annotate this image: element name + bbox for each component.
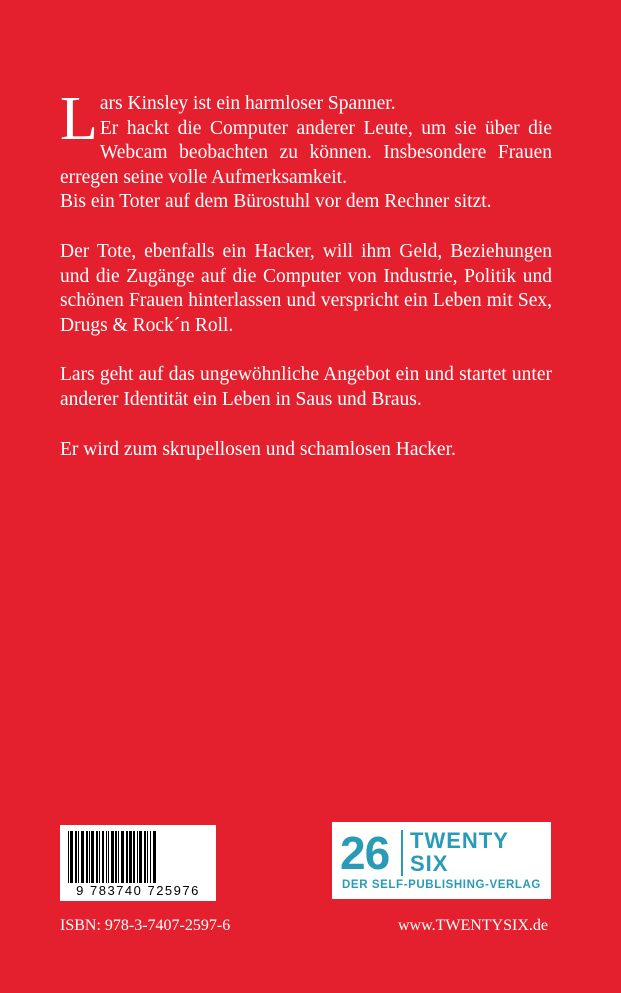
barcode-bar	[81, 831, 84, 883]
logo-tagline: DER SELF-PUBLISHING-VERLAG	[342, 879, 541, 891]
barcode-bar	[99, 831, 100, 883]
logo-word-six: SIX	[410, 851, 449, 876]
barcode-bar	[133, 831, 135, 883]
isbn-text: ISBN: 978-3-7407-2597-6	[60, 917, 231, 934]
barcode-bar	[147, 831, 148, 883]
barcode-bar	[111, 831, 114, 883]
barcode-bar	[118, 831, 119, 883]
blurb-paragraph-3: Lars geht auf das ungewöhnliche Angebot ein und startet unter anderer Identität ein Leben in Saus und Braus.	[60, 364, 552, 410]
logo-number: 26	[340, 827, 390, 879]
barcode-bar	[68, 831, 69, 883]
barcode-bar	[139, 831, 142, 883]
drop-cap: L	[60, 85, 98, 153]
barcode-bar	[102, 831, 104, 883]
publisher-url: www.TWENTYSIX.de	[397, 917, 548, 934]
logo-word-twenty: TWENTY	[410, 828, 509, 853]
barcode-bar	[89, 831, 90, 883]
barcode-bar	[78, 831, 79, 883]
barcode-bar	[150, 831, 151, 883]
barcode-bar	[153, 831, 156, 883]
barcode-bar	[86, 831, 88, 883]
blurb-paragraph-2: Der Tote, ebenfalls ein Hacker, will ihm Geld, Beziehungen und die Zugänge auf die Computer von Industrie, Politik und schönen Frauen hinterlassen und verspricht ein Leben mit Sex, Drugs & Rock´n Roll.	[60, 240, 552, 336]
barcode-digits: 9 783740 725976	[76, 883, 200, 898]
barcode-bar	[108, 831, 109, 883]
barcode-bar	[115, 831, 117, 883]
barcode-bar	[126, 831, 128, 883]
blurb-paragraph-4: Er wird zum skrupellosen und schamlosen Hacker.	[60, 438, 456, 460]
barcode-bars	[66, 831, 210, 883]
barcode-bar	[75, 831, 77, 883]
back-cover-blurb	[60, 85, 552, 487]
logo-divider	[401, 830, 403, 876]
barcode-bar	[96, 831, 98, 883]
blurb-first-line: ars Kinsley ist ein harmloser Spanner.	[99, 93, 396, 114]
blurb-p1-last: Bis ein Toter auf dem Bürostuhl vor dem Rechner sitzt.	[60, 191, 492, 213]
publisher-logo	[332, 822, 551, 899]
barcode-bar	[91, 831, 94, 883]
isbn-barcode	[60, 825, 216, 901]
barcode-bar	[129, 831, 132, 883]
barcode-bar	[144, 831, 146, 883]
barcode-bar	[121, 831, 124, 883]
blurb-p1-body: Er hackt die Computer anderer Leute, um sie über die Webcam beobachten zu können. Insbesondere Frauen erregen seine volle Aufmerksamkeit.	[60, 117, 552, 188]
blurb-paragraph-1	[60, 85, 552, 215]
barcode-bar	[137, 831, 138, 883]
barcode-bar	[106, 831, 107, 883]
barcode-bar	[70, 831, 73, 883]
